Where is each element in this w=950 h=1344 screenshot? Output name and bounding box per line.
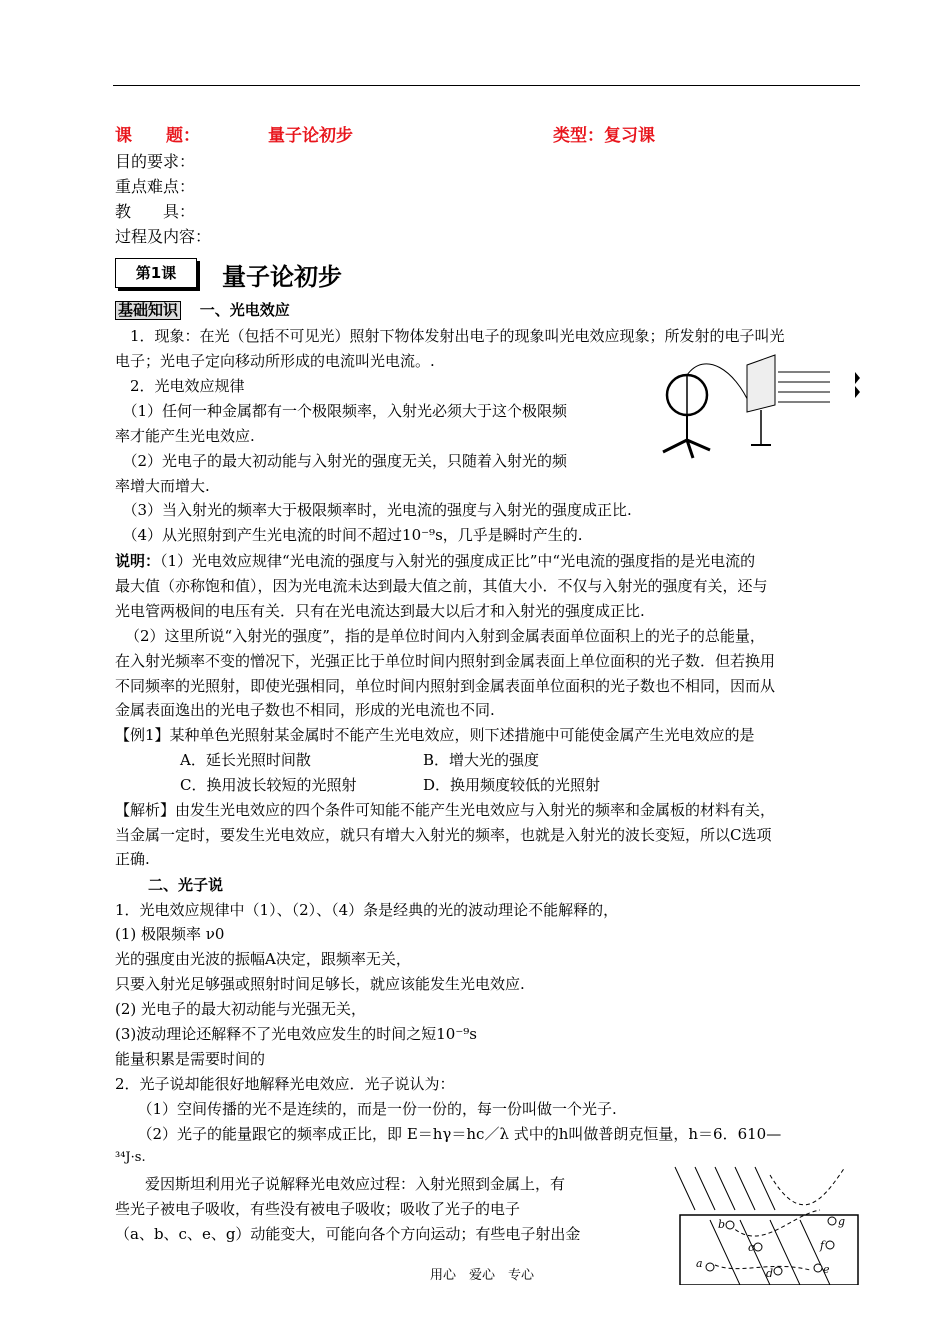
lesson-title: 量子论初步 <box>222 263 342 291</box>
note-line: （2）这里所说“入射光的强度”，指的是单位时间内入射到金属表面单位面积上的光子的总能量， <box>125 627 765 645</box>
s2-line: ³⁴J·s. <box>115 1150 146 1165</box>
electron-label-a: a <box>696 1257 703 1270</box>
example-question-row <box>115 725 755 745</box>
note-line: 光电管两极间的电压有关．只有在光电流达到最大以后才和入射光的强度成正比. <box>115 602 645 620</box>
electron-label-e: e <box>823 1263 830 1276</box>
subject-value: 量子论初步 <box>268 126 353 146</box>
electron-label-f: f <box>820 1239 825 1252</box>
section1-heading-row <box>115 300 290 320</box>
note-line-1 <box>115 551 755 571</box>
lesson-tag: 第1课 <box>115 258 197 288</box>
s1-line: 率才能产生光电效应. <box>115 427 255 445</box>
basic-knowledge-tag: 基础知识 <box>115 301 181 320</box>
s2-line: 些光子被电子吸收，有些没有被电子吸收；吸收了光子的电子 <box>115 1200 521 1218</box>
s1-line: （1）任何一种金属都有一个极限频率，入射光必须大于这个极限频 <box>115 402 568 420</box>
s1-line: 率增大而增大. <box>115 477 210 495</box>
s2-line: 爱因斯坦利用光子说解释光电效应过程：入射光照到金属上，有 <box>115 1175 566 1193</box>
s1-line: 电子；光电子定向移动所形成的电流叫光电流。. <box>115 352 435 370</box>
example-label: 【例1】 <box>115 726 170 744</box>
tools-label: 教 具： <box>115 202 196 221</box>
section1-heading: 一、光电效应 <box>199 301 290 319</box>
electron-label-b: b <box>718 1218 726 1231</box>
s2-line: 光的强度由光波的振幅A决定，跟频率无关， <box>115 950 411 968</box>
option-a: A．延长光照时间散 <box>180 751 311 769</box>
s2-line: （1）空间传播的光不是连续的，而是一份一份的，每一份叫做一个光子. <box>115 1100 617 1118</box>
example-question: 某种单色光照射某金属时不能产生光电效应，则下述措施中可能使金属产生光电效应的是 <box>169 726 755 744</box>
s2-line: （a、b、c、e、g）动能变大，可能向各个方向运动；有些电子射出金 <box>115 1225 581 1243</box>
analysis-line: 当金属一定时，要发生光电效应，就只有增大入射光的频率，也就是入射光的波长变短，所以C选项 <box>115 826 772 844</box>
goals-label: 目的要求： <box>115 152 196 171</box>
electroscope-figure <box>655 350 860 470</box>
option-d: D．换用频度较低的光照射 <box>423 776 601 794</box>
section2-heading: 二、光子说 <box>148 876 224 894</box>
focus-label: 重点难点： <box>115 177 196 196</box>
note-text: （1）光电效应规律“光电流的强度与入射光的强度成正比”中“光电流的强度指的是光电流的 <box>160 552 756 570</box>
s2-line: (1) 极限频率 ν0 <box>115 925 225 943</box>
s2-line: 只要入射光足够强或照射时间足够长，就应该能发生光电效应. <box>115 975 525 993</box>
analysis-row <box>115 800 775 820</box>
s2-line: 2．光子说却能很好地解释光电效应．光子说认为： <box>115 1075 455 1093</box>
note-line: 在入射光频率不变的憎况下，光强正比于单位时间内照射到金属表面上单位面积的光子数．但若换用 <box>115 652 776 670</box>
electron-label-c: c <box>748 1241 755 1254</box>
electron-label-d: d <box>766 1267 774 1280</box>
electron-label-g: g <box>838 1215 846 1228</box>
analysis-line: 正确. <box>115 850 150 868</box>
process-label: 过程及内容： <box>115 227 212 246</box>
note-line: 不同频率的光照射，即使光强相同，单位时间内照射到金属表面单位面积的光子数也不相同，因而从 <box>115 677 776 695</box>
option-c: C．换用波长较短的光照射 <box>180 776 357 794</box>
type-label: 类型：复习课 <box>553 126 655 146</box>
photon-absorption-figure <box>670 1165 860 1285</box>
note-label: 说明： <box>115 552 161 570</box>
s2-line: (3)波动理论还解释不了光电效应发生的时间之短10⁻⁹s <box>115 1025 477 1043</box>
header-rule <box>113 85 860 86</box>
analysis-text: 由发生光电效应的四个条件可知能不能产生光电效应与入射光的频率和金属板的材料有关， <box>175 801 776 819</box>
s1-line: 1．现象：在光（包括不可见光）照射下物体发射出电子的现象叫光电效应现象；所发射的电子叫光 <box>115 327 785 345</box>
subject-label: 课 题： <box>115 126 200 146</box>
s2-line: 1．光电效应规律中（1）、（2）、（4）条是经典的光的波动理论不能解释的， <box>115 901 619 919</box>
s2-line: (2) 光电子的最大初动能与光强无关， <box>115 1000 367 1018</box>
analysis-label: 【解析】 <box>115 801 176 819</box>
s2-line: 能量积累是需要时间的 <box>115 1050 266 1068</box>
note-line: 金属表面逸出的光电子数也不相同，形成的光电流也不同. <box>115 701 495 719</box>
s1-line: （2）光电子的最大初动能与入射光的强度无关，只随着入射光的频 <box>115 452 568 470</box>
s1-line: 2．光电效应规律 <box>115 377 245 395</box>
page-footer: 用心 爱心 专心 <box>430 1268 535 1283</box>
s1-line: （4）从光照射到产生光电流的时间不超过10⁻⁹s，几乎是瞬时产生的. <box>115 526 583 544</box>
s2-line: （2）光子的能量跟它的频率成正比，即 E＝hγ＝hc／λ 式中的h叫做普朗克恒量，h＝6．610— <box>115 1125 782 1143</box>
note-line: 最大值（亦称饱和值），因为光电流未达到最大值之前，其值大小．不仅与入射光的强度有关，还与 <box>115 577 768 595</box>
option-b: B．增大光的强度 <box>423 751 540 769</box>
s1-line: （3）当入射光的频率大于极限频率时，光电流的强度与入射光的强度成正比. <box>115 501 632 519</box>
